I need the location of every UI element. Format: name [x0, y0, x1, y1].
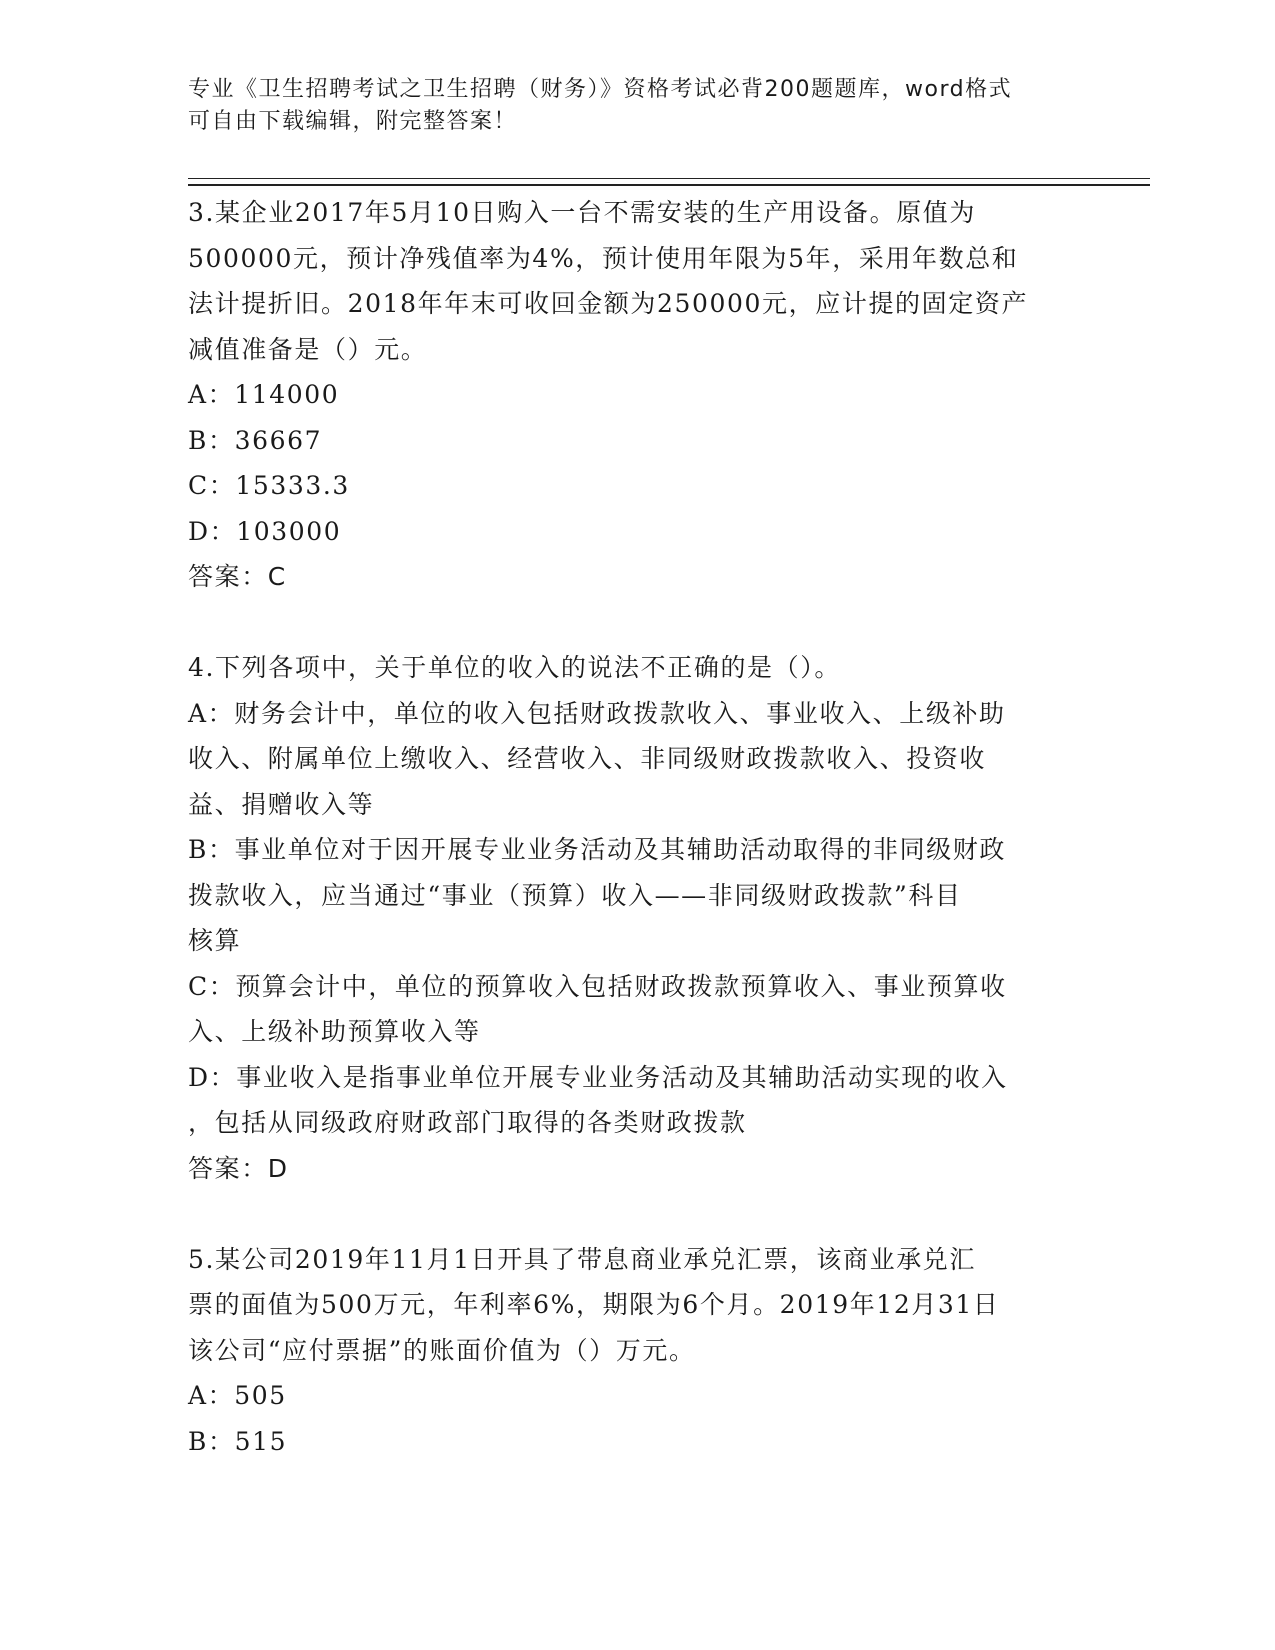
option-d: D：事业收入是指事业单位开展专业业务活动及其辅助活动实现的收入 [188, 1062, 1008, 1092]
option-a-continued: 益、捐赠收入等 [188, 789, 375, 819]
option-a-continued: 收入、附属单位上缴收入、经营收入、非同级财政拨款收入、投资收 [188, 744, 987, 773]
question-text-line: 4.下列各项中，关于单位的收入的说法不正确的是（）。 [188, 653, 841, 682]
option-a: A：财务会计中，单位的收入包括财政拨款收入、事业收入、上级补助 [188, 698, 1006, 728]
question-block [188, 1237, 1088, 1465]
option-b: B：事业单位对于因开展专业业务活动及其辅助活动取得的非同级财政 [188, 835, 1006, 864]
option-d-continued: ，包括从同级政府财政部门取得的各类财政拨款 [188, 1108, 747, 1137]
question-text-line: 法计提折旧。2018年年末可收回金额为250000元，应计提的固定资产 [188, 289, 1029, 318]
question-block [188, 645, 1088, 1191]
question-text-line: 票的面值为500万元，年利率6%，期限为6个月。2019年12月31日 [188, 1290, 1000, 1319]
spacer [188, 600, 1088, 646]
header-divider-thick [188, 184, 1150, 186]
spacer [188, 1191, 1088, 1237]
question-block [188, 190, 1088, 600]
question-text-line: 500000元，预计净残值率为4%，预计使用年限为5年，采用年数总和 [188, 243, 1019, 273]
question-list [188, 190, 1088, 1464]
header-divider-thin [188, 178, 1150, 179]
option-c-continued: 入、上级补助预算收入等 [188, 1017, 481, 1046]
header-line: 可自由下载编辑，附完整答案！ [188, 109, 518, 134]
question-text-line: 减值准备是（）元。 [188, 334, 428, 364]
option-b: B：36667 [188, 425, 323, 455]
question-text-line: 3.某企业2017年5月10日购入一台不需安装的生产用设备。原值为 [188, 198, 976, 227]
answer-line: 答案：D [188, 1153, 289, 1183]
option-d: D：103000 [188, 516, 342, 546]
option-a: A：505 [188, 1381, 287, 1410]
option-a: A：114000 [188, 380, 340, 409]
option-b: B：515 [188, 1426, 288, 1456]
document-header [188, 74, 1088, 138]
option-c: C：预算会计中，单位的预算收入包括财政拨款预算收入、事业预算收 [188, 971, 1007, 1001]
option-b-continued: 核算 [188, 926, 242, 955]
question-text-line: 该公司“应付票据”的账面价值为（）万元。 [188, 1335, 696, 1365]
option-c: C：15333.3 [188, 471, 350, 500]
question-text-line: 5.某公司2019年11月1日开具了带息商业承兑汇票，该商业承兑汇 [188, 1244, 976, 1274]
option-b-continued: 拨款收入，应当通过“事业（预算）收入——非同级财政拨款”科目 [188, 880, 962, 910]
header-line: 专业《卫生招聘考试之卫生招聘（财务）》资格考试必背200题题库，word格式 [188, 77, 1013, 102]
answer-line: 答案：C [188, 562, 287, 591]
